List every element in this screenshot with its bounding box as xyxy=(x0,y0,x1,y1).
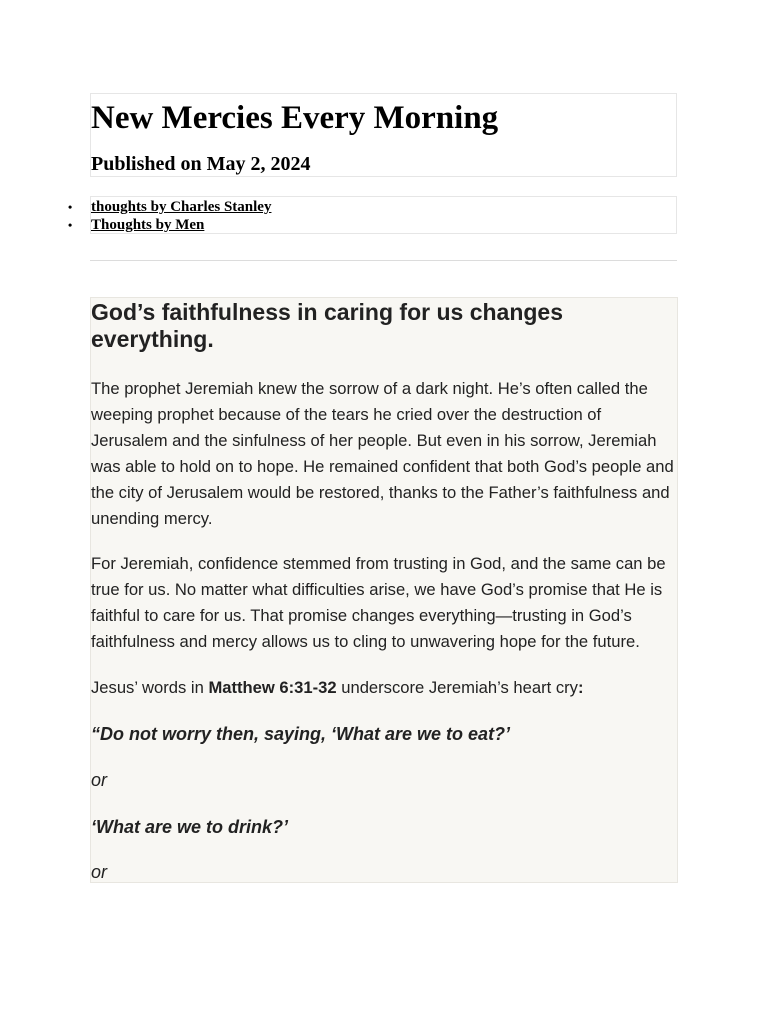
bullet-icon: • xyxy=(68,200,73,214)
post-title: New Mercies Every Morning xyxy=(91,100,499,136)
paragraph-1: The prophet Jeremiah knew the sorrow of a dark night. He’s often called the weeping prophet because of the tears he cried over the destruction of Jerusalem and the sinfulness of her people. But even in his sorrow, Jeremiah was able to hold on to hope. He remained confident that both God’s people and the city of Jerusalem would be restored, thanks to the Father’s faithfulness and unending mercy. xyxy=(91,379,674,528)
paragraph-2: For Jeremiah, confidence stemmed from trusting in God, and the same can be true for us. No matter what difficulties arise, we have God’s promise that He is faithful to care for us. That promise changes everything—trusting in God’s faithfulness and mercy allows us to cling to unwavering hope for the future. xyxy=(91,554,666,651)
category-link-charles-stanley[interactable]: thoughts by Charles Stanley xyxy=(91,199,272,215)
category-item xyxy=(68,216,676,234)
paragraph-3-before: Jesus’ words in xyxy=(91,678,209,697)
or-2: or xyxy=(91,862,108,882)
quote-1: “Do not worry then, saying, ‘What are we to eat?’ xyxy=(91,724,511,744)
published-date: Published on May 2, 2024 xyxy=(91,153,311,175)
article-heading: God’s faithfulness in caring for us changes everything. xyxy=(91,299,564,352)
category-items xyxy=(68,198,676,234)
divider xyxy=(90,260,677,261)
category-link-thoughts-by-men[interactable]: Thoughts by Men xyxy=(91,217,205,233)
paragraph-3-colon: : xyxy=(577,678,584,697)
quote-2: ‘What are we to drink?’ xyxy=(91,817,289,837)
or-1: or xyxy=(91,770,108,790)
paragraph-3-after: underscore Jeremiah’s heart cry xyxy=(336,678,578,697)
post-header xyxy=(90,93,677,177)
paragraph-3 xyxy=(91,675,678,701)
category-item xyxy=(68,198,676,216)
bullet-icon: • xyxy=(68,218,73,232)
category-list xyxy=(68,196,677,234)
article-body xyxy=(90,297,678,883)
scripture-reference: Matthew 6:31-32 xyxy=(208,678,337,697)
